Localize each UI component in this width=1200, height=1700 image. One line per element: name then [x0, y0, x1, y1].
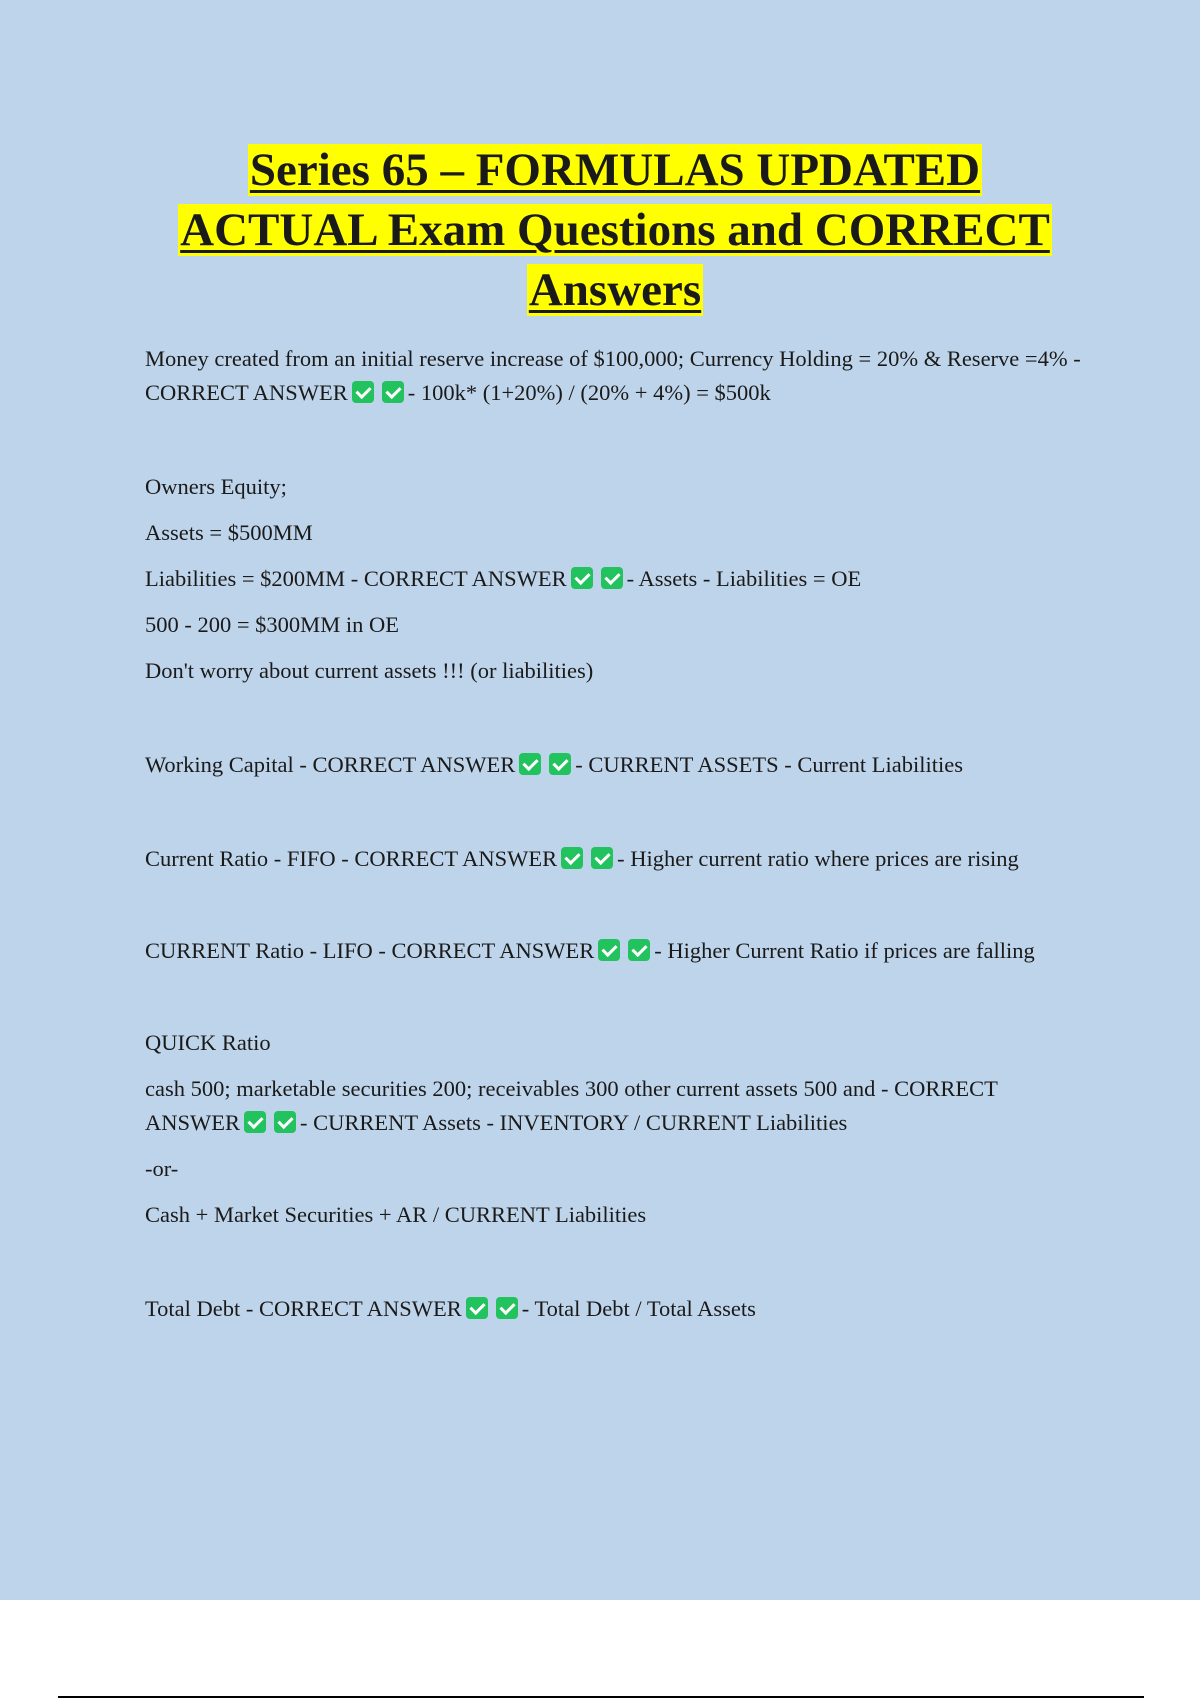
question-text: Current Ratio - FIFO - CORRECT ANSWER: [145, 846, 558, 871]
check-box-icon: [561, 847, 583, 869]
question-text: Total Debt - CORRECT ANSWER: [145, 1296, 462, 1321]
entry-owners-equity-heading: Owners Equity;: [145, 474, 287, 499]
entry-owners-equity-calc: 500 - 200 = $300MM in OE: [145, 612, 399, 637]
check-box-icon: [244, 1111, 266, 1133]
check-box-icon: [549, 753, 571, 775]
check-box-icon: [519, 753, 541, 775]
check-box-icon: [496, 1297, 518, 1319]
title-line-1: Series 65 – FORMULAS UPDATED: [249, 144, 981, 196]
entry-quick-ratio-alt: Cash + Market Securities + AR / CURRENT Liabilities: [145, 1202, 647, 1227]
entry-quick-ratio: [145, 1072, 1095, 1140]
entry-money-created: [145, 342, 1095, 410]
answer-text: - Total Debt / Total Assets: [521, 1296, 756, 1321]
check-box-icon: [601, 567, 623, 589]
entry-quick-ratio-heading: QUICK Ratio: [145, 1030, 271, 1055]
answer-text: - 100k* (1+20%) / (20% + 4%) = $500k: [407, 380, 771, 405]
check-box-icon: [466, 1297, 488, 1319]
answer-text: - Higher current ratio where prices are rising: [617, 846, 1019, 871]
answer-text: - Assets - Liabilities = OE: [626, 566, 862, 591]
check-box-icon: [571, 567, 593, 589]
title-line-2: ACTUAL Exam Questions and CORRECT: [180, 204, 1050, 256]
check-box-icon: [598, 939, 620, 961]
entry-current-ratio-lifo: [145, 936, 1095, 966]
check-box-icon: [274, 1111, 296, 1133]
question-text: cash 500; marketable securities 200; receivables 300 other current assets 500 and - CORRECT ANSWER: [145, 1076, 998, 1135]
question-text: Working Capital - CORRECT ANSWER: [145, 752, 516, 777]
question-text: Money created from an initial reserve increase of $100,000; Currency Holding = 20% & Reserve =4% - CORRECT ANSWER: [145, 346, 1081, 405]
answer-text: - CURRENT ASSETS - Current Liabilities: [575, 752, 963, 777]
check-box-icon: [591, 847, 613, 869]
footer-divider: [58, 1696, 1144, 1698]
question-text: Liabilities = $200MM - CORRECT ANSWER: [145, 566, 567, 591]
entry-quick-ratio-or: -or-: [145, 1156, 179, 1181]
entry-working-capital: [145, 748, 1095, 782]
check-box-icon: [382, 381, 404, 403]
entry-current-ratio-fifo: [145, 842, 1095, 876]
title-line-3: Answers: [528, 264, 702, 316]
answer-text: - CURRENT Assets - INVENTORY / CURRENT Liabilities: [300, 1110, 848, 1135]
check-box-icon: [352, 381, 374, 403]
check-box-icon: [628, 939, 650, 961]
answer-text: - Higher Current Ratio if prices are falling: [654, 938, 1035, 963]
document-body: [145, 140, 1095, 1326]
entry-owners-equity-assets: Assets = $500MM: [145, 520, 313, 545]
document-title: [135, 140, 1095, 320]
entry-owners-equity-note: Don't worry about current assets !!! (or liabilities): [145, 658, 594, 683]
entry-total-debt: [145, 1292, 1095, 1326]
entry-owners-equity-liabilities: [145, 562, 1095, 596]
question-text: CURRENT Ratio - LIFO - CORRECT ANSWER: [145, 938, 595, 963]
